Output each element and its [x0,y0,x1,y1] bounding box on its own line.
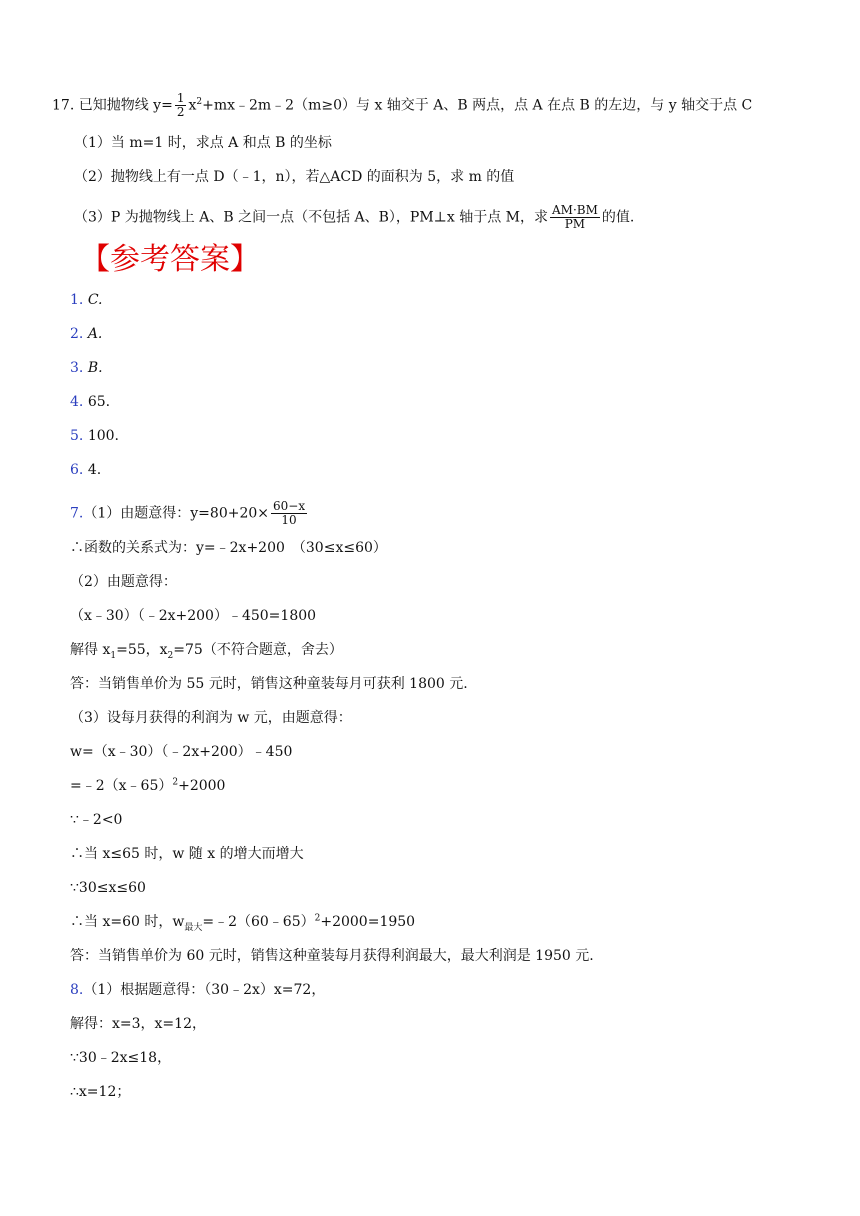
answer-number: 2. [70,326,84,342]
text: 解得 x [70,642,111,658]
answer-7-line-10: ∵﹣2<0 [70,812,123,828]
answer-8-line-3: ∵30﹣2x≤18， [70,1050,172,1066]
answer-8-line-4: ∴x=12； [70,1084,131,1100]
line-text: （1）由题意得：y=80+20× [83,505,269,522]
text: =﹣2（60﹣65） [202,914,315,930]
answer-7-line-7: （3）设每月获得的利润为 w 元，由题意得： [70,710,352,726]
answer-7-line-14: 答：当销售单价为 60 元时，销售这种童装每月获得利润最大，最大利润是 1950 元. [70,948,594,964]
answer-5 [70,426,119,446]
question-17-stem [52,92,752,119]
stem-part-c: +mx﹣2m﹣2（m≥0）与 x 轴交于 A、B 两点，点 A 在点 B 的左边，与 y 轴交于点 C [202,97,753,114]
answer-7-line-13 [70,912,415,932]
text: +2000 [178,778,226,794]
answer-7-line-9 [70,776,225,796]
fraction-top: 1 [176,91,185,105]
answer-4 [70,392,110,412]
subscript: 2 [167,650,174,661]
part-3-text-a: （3）P 为抛物线上 A、B 之间一点（不包括 A、B），PM⊥x 轴于点 M，求 [74,209,548,226]
answer-7-line-11: ∴当 x≤65 时，w 随 x 的增大而增大 [70,846,304,862]
answer-1 [70,290,102,310]
exponent: 2 [196,96,203,107]
fraction-am-bm-over-pm [550,204,600,231]
line-text: （1）根据题意得：（30﹣2x）x=72， [83,982,326,998]
answer-7-line-3: （2）由题意得： [70,574,177,590]
text: =75（不符合题意，舍去） [173,642,343,658]
answer-number: 4. [70,394,84,410]
answer-7-line-5 [70,640,343,660]
exponent: 2 [172,777,179,788]
part-3-text-b: 的值. [601,209,635,226]
answer-text: 100. [87,428,119,444]
answer-7-line-1 [70,500,309,527]
question-17-part-2: （2）抛物线上有一点 D（﹣1，n），若△ACD 的面积为 5，求 m 的值 [74,169,515,185]
question-number: 17. [52,97,75,114]
answer-text: A. [87,326,103,342]
fraction-top: 60−x [273,499,306,513]
stem-part-a: 已知抛物线 y= [78,97,173,114]
answer-6 [70,460,101,480]
fraction-top: AM·BM [551,203,598,217]
fraction-bottom: PM [564,217,586,231]
question-17-part-1: （1）当 m=1 时，求点 A 和点 B 的坐标 [74,135,332,151]
answer-number: 7. [70,505,84,522]
answers-heading: 【参考答案】 [80,242,260,277]
answer-number: 5. [70,428,84,444]
answer-7-line-8: w=（x﹣30）（﹣2x+200）﹣450 [70,744,293,760]
text: ∴当 x=60 时，w [70,914,185,930]
answer-number: 6. [70,462,84,478]
subscript: 1 [110,650,117,661]
fraction-60-minus-x-over-10 [271,500,307,527]
subscript: 最大 [184,922,203,933]
answer-7-line-4: （x﹣30）（﹣2x+200）﹣450=1800 [70,608,317,624]
answer-7-line-12: ∵30≤x≤60 [70,880,146,896]
fraction-bottom: 10 [281,513,297,527]
answer-number: 8. [70,982,84,998]
answer-number: 3. [70,360,84,376]
answer-2 [70,324,102,344]
question-17-part-3 [74,204,634,231]
answer-text: C. [87,292,103,308]
answer-number: 1. [70,292,84,308]
answer-text: 65. [87,394,111,410]
text: =55，x [116,642,168,658]
answer-8-line-1 [70,980,325,1000]
answer-3 [70,358,103,378]
text: +2000=1950 [320,914,416,930]
answer-text: B. [87,360,103,376]
answer-7-line-6: 答：当销售单价为 55 元时，销售这种童装每月可获利 1800 元. [70,676,468,692]
answer-7-line-2: ∴函数的关系式为：y=﹣2x+200 （30≤x≤60） [70,540,387,556]
text: =﹣2（x﹣65） [70,778,173,794]
answer-8-line-2: 解得：x=3，x=12， [70,1016,206,1032]
exponent: 2 [314,913,321,924]
stem-part-b: x [188,97,197,114]
answer-text: 4. [87,462,102,478]
fraction-one-half [175,92,187,119]
fraction-bottom: 2 [176,105,185,119]
